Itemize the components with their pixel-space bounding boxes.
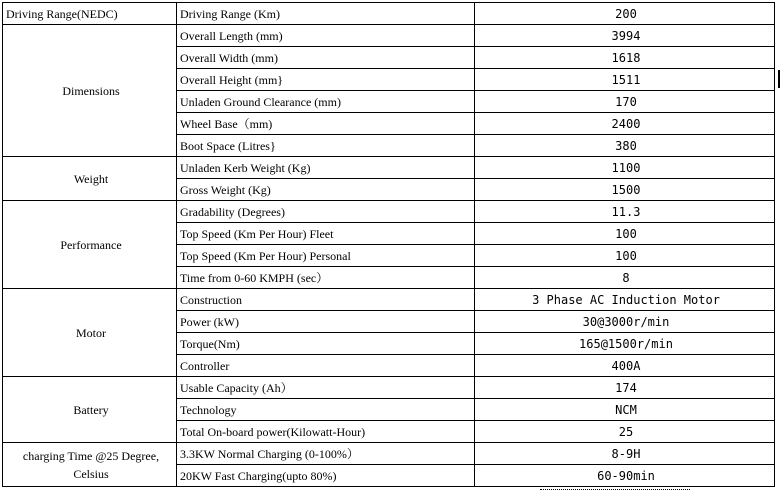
spec-label: Wheel Base（mm) (177, 113, 475, 135)
spec-value: 2400 (475, 113, 775, 135)
table-row (3, 3, 775, 25)
category-battery: Battery (3, 377, 177, 443)
spec-value: 100 (475, 223, 775, 245)
spec-value: 1500 (475, 179, 775, 201)
spec-value: 3994 (475, 25, 775, 47)
spec-label: Usable Capacity (Ah） (177, 377, 475, 399)
spec-label: Overall Width (mm) (177, 47, 475, 69)
spec-label: Overall Height (mm} (177, 69, 475, 91)
spec-label: Controller (177, 355, 475, 377)
spec-value: NCM (475, 399, 775, 421)
spec-label: Power (kW) (177, 311, 475, 333)
spec-value: 1100 (475, 157, 775, 179)
spec-value: 25 (475, 421, 775, 443)
spec-value: 1511 (475, 69, 775, 91)
table-row (3, 443, 775, 465)
cropped-row-edge (540, 489, 690, 494)
category-driving-range: Driving Range(NEDC) (3, 3, 177, 25)
spec-label: Gross Weight (Kg) (177, 179, 475, 201)
spec-value: 380 (475, 135, 775, 157)
spec-label: Technology (177, 399, 475, 421)
spec-label: Top Speed (Km Per Hour) Fleet (177, 223, 475, 245)
spec-label: Time from 0-60 KMPH (sec） (177, 267, 475, 289)
spec-label: Gradability (Degrees) (177, 201, 475, 223)
table-row (3, 201, 775, 223)
spec-label: Construction (177, 289, 475, 311)
spec-label: Overall Length (mm) (177, 25, 475, 47)
spec-table (2, 2, 775, 487)
spec-value: 200 (475, 3, 775, 25)
table-row (3, 289, 775, 311)
category-dimensions: Dimensions (3, 25, 177, 157)
table-row (3, 157, 775, 179)
spec-label: 20KW Fast Charging(upto 80%) (177, 465, 475, 487)
spec-label: Unladen Kerb Weight (Kg) (177, 157, 475, 179)
spec-value: 11.3 (475, 201, 775, 223)
spec-label: Unladen Ground Clearance (mm) (177, 91, 475, 113)
spec-value: 8-9H (475, 443, 775, 465)
spec-label: Boot Space (Litres} (177, 135, 475, 157)
cell-border-marker (778, 70, 780, 88)
spec-value: 174 (475, 377, 775, 399)
table-row (3, 377, 775, 399)
spec-value: 400A (475, 355, 775, 377)
spec-value: 1618 (475, 47, 775, 69)
spec-label: Top Speed (Km Per Hour) Personal (177, 245, 475, 267)
category-motor: Motor (3, 289, 177, 377)
spec-label: Driving Range (Km) (177, 3, 475, 25)
spec-value: 60-90min (475, 465, 775, 487)
spec-label: 3.3KW Normal Charging (0-100%） (177, 443, 475, 465)
spec-value: 170 (475, 91, 775, 113)
spec-label: Total On-board power(Kilowatt-Hour) (177, 421, 475, 443)
category-weight: Weight (3, 157, 177, 201)
spec-value: 165@1500r/min (475, 333, 775, 355)
spec-label: Torque(Nm) (177, 333, 475, 355)
spec-value: 8 (475, 267, 775, 289)
category-charging-time: charging Time @25 Degree, Celsius (3, 443, 177, 487)
spec-value: 30@3000r/min (475, 311, 775, 333)
spec-value: 100 (475, 245, 775, 267)
table-row (3, 25, 775, 47)
spec-value: 3 Phase AC Induction Motor (475, 289, 775, 311)
category-performance: Performance (3, 201, 177, 289)
